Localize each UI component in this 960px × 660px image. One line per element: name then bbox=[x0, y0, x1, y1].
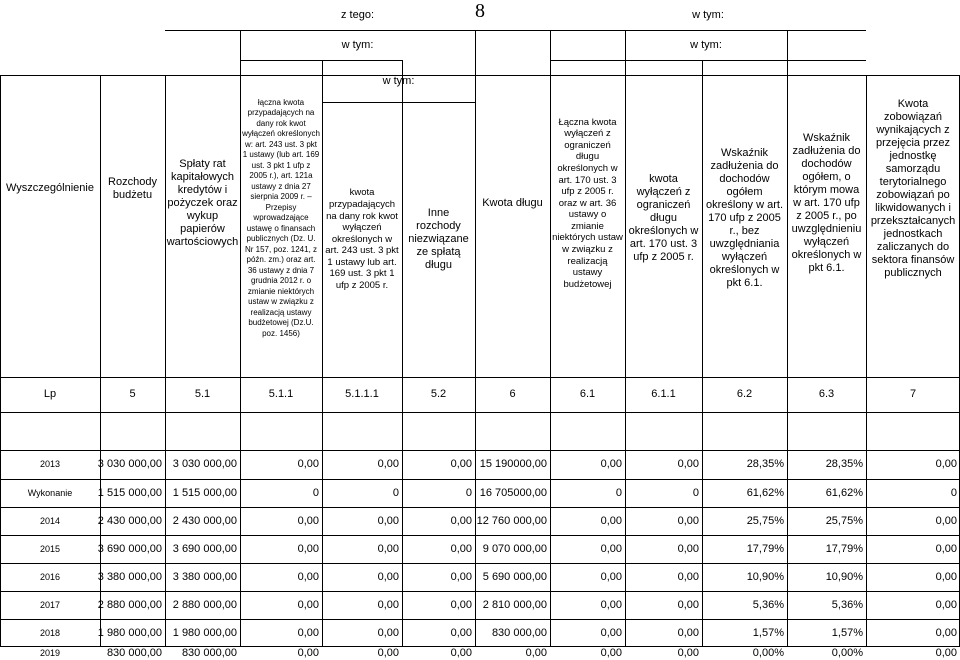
table-cell: 0,00 bbox=[935, 626, 957, 639]
table-cell: 0,00 bbox=[600, 458, 622, 470]
table-cell: 2 430 000,00 bbox=[97, 514, 162, 527]
table-cell: 0,00 bbox=[935, 598, 957, 611]
lp-cell: 6.1.1 bbox=[651, 388, 676, 400]
table-cell: 830 000,00 bbox=[106, 647, 162, 659]
column-header: Inne rozchody niezwiązane ze spłatą długu bbox=[408, 207, 469, 271]
table-cell: 0,00 bbox=[935, 542, 957, 555]
row-label: 2017 bbox=[39, 599, 61, 610]
column-header: Kwota długu bbox=[482, 197, 543, 209]
table-cell: 0,00 bbox=[677, 598, 699, 611]
table-cell: 0,00 bbox=[297, 542, 319, 555]
column-header: Wyszczególnienie bbox=[6, 182, 94, 194]
table-cell: 1 515 000,00 bbox=[97, 486, 162, 499]
lp-cell: 5.2 bbox=[430, 388, 447, 400]
header-w-tym: w tym: bbox=[341, 38, 374, 51]
lp-cell: Lp bbox=[43, 388, 57, 400]
table-cell: 3 030 000,00 bbox=[172, 458, 237, 470]
table-cell: 0,00 bbox=[450, 542, 472, 555]
table-cell: 0,00 bbox=[450, 647, 472, 659]
debt-forecast-table bbox=[0, 8, 960, 659]
table-cell: 830 000,00 bbox=[491, 626, 547, 639]
column-header: Spłaty rat kapitałowych kredytów i pożyczek oraz wykup papierów wartościowych bbox=[166, 158, 239, 248]
column-header: kwota wyłączeń z ograniczeń długu określonych w art. 170 ust. 3 ufp z 2005 r. bbox=[628, 173, 699, 263]
lp-cell: 6 bbox=[509, 388, 516, 400]
table-cell: 0,00% bbox=[831, 647, 863, 659]
table-cell: 2 430 000,00 bbox=[172, 514, 237, 527]
column-header: Wskaźnik zadłużenia do dochodów ogółem, o którym mowa w art. 170 ufp z 2005 r., po uwzględnieniu wyłączeń określonych w pkt 6.1. bbox=[791, 132, 862, 274]
table-cell: 0,00 bbox=[677, 514, 699, 527]
table-cell: 15 190000,00 bbox=[479, 458, 547, 470]
table-cell: 1 980 000,00 bbox=[97, 626, 162, 639]
table-cell: 10,90% bbox=[746, 570, 784, 583]
row-label: 2018 bbox=[39, 627, 61, 638]
header-w-tym: w tym: bbox=[692, 8, 724, 21]
table-cell: 0,00 bbox=[600, 570, 622, 583]
table-cell: 0,00 bbox=[677, 570, 699, 583]
lp-cell: 5 bbox=[129, 388, 136, 400]
table-cell: 0,00 bbox=[677, 626, 699, 639]
table-cell: 3 690 000,00 bbox=[172, 542, 237, 555]
table-cell: 0,00 bbox=[935, 514, 957, 527]
lp-cell: 6.1 bbox=[579, 388, 596, 400]
table-cell: 0,00 bbox=[377, 598, 399, 611]
table-cell: 0,00 bbox=[600, 514, 622, 527]
lp-cell: 5.1.1.1 bbox=[345, 388, 379, 400]
lp-cell: 5.1 bbox=[194, 388, 211, 400]
table-cell: 0,00 bbox=[377, 458, 399, 470]
table-cell: 0,00 bbox=[677, 647, 699, 659]
table-cell: 1,57% bbox=[752, 626, 784, 639]
table-cell: 0 bbox=[692, 486, 699, 499]
table-cell: 0,00 bbox=[297, 598, 319, 611]
row-label: 2019 bbox=[39, 648, 61, 658]
table-cell: 0,00 bbox=[935, 458, 957, 470]
table-cell: 28,35% bbox=[746, 458, 784, 470]
table-cell: 0,00 bbox=[677, 458, 699, 470]
page-number: 8 bbox=[475, 0, 485, 22]
table-cell: 1 980 000,00 bbox=[172, 626, 237, 639]
table-cell: 0,00 bbox=[450, 598, 472, 611]
table-cell: 0,00 bbox=[600, 626, 622, 639]
table-cell: 0,00 bbox=[297, 514, 319, 527]
table-cell: 0,00 bbox=[525, 647, 547, 659]
row-label: 2016 bbox=[39, 571, 61, 582]
table-cell: 5 690 000,00 bbox=[482, 570, 547, 583]
table-cell: 0,00 bbox=[677, 542, 699, 555]
column-header: Łączna kwota wyłączeń z ograniczeń długu określonych w art. 170 ust. 3 ufp z 2005 r. oraz w art. 36 ustawy o zmianie niektórych ustaw w związku z realizacją ustawy budżetowej bbox=[552, 116, 623, 290]
table-cell: 12 760 000,00 bbox=[476, 514, 547, 527]
table-cell: 0,00 bbox=[297, 458, 319, 470]
table-cell: 0,00 bbox=[450, 514, 472, 527]
table-cell: 3 030 000,00 bbox=[97, 458, 162, 470]
row-label: 2014 bbox=[39, 515, 61, 526]
table-cell: 0,00 bbox=[297, 626, 319, 639]
table-cell: 28,35% bbox=[825, 458, 863, 470]
table-cell: 0,00 bbox=[377, 542, 399, 555]
table-cell: 5,36% bbox=[831, 598, 863, 611]
table-cell: 0,00 bbox=[600, 647, 622, 659]
table-cell: 61,62% bbox=[825, 486, 863, 499]
lp-cell: 6.2 bbox=[736, 388, 753, 400]
table-cell: 0,00 bbox=[297, 647, 319, 659]
table-cell: 1,57% bbox=[831, 626, 863, 639]
table-cell: 0,00 bbox=[935, 647, 957, 659]
column-header: Rozchody budżetu bbox=[108, 175, 157, 201]
table-cell: 0 bbox=[312, 486, 319, 499]
table-cell: 0 bbox=[950, 486, 957, 499]
table-cell: 2 810 000,00 bbox=[482, 598, 547, 611]
table-cell: 16 705000,00 bbox=[479, 486, 547, 499]
table-cell: 2 880 000,00 bbox=[172, 598, 237, 611]
table-cell: 3 690 000,00 bbox=[97, 542, 162, 555]
table-cell: 0,00 bbox=[297, 570, 319, 583]
table-cell: 1 515 000,00 bbox=[172, 486, 237, 499]
table-cell: 25,75% bbox=[746, 514, 784, 527]
table-cell: 0,00 bbox=[450, 626, 472, 639]
table-cell: 0,00 bbox=[377, 514, 399, 527]
column-header: łączna kwota przypadających na dany rok kwot wyłączeń określonych w: art. 243 ust. 3 pkt 1 ustawy (lub art. 169 ust. 3 pkt 1 ufp z 2005 r.), art. 121a ustawy z dnia 27 sierpnia 2009 r. – Przepisy wprowadzające ustawę o finansach publicznych (Dz. U. Nr 157, poz. 1241, z późn. zm.) oraz art. 36 ustawy z dnia 7 grudnia 2012 r. o zmianie niektórych ustaw w związku z realizacją ustawy budżetowej (Dz.U. poz. 1456) bbox=[242, 97, 320, 338]
table-cell: 0 bbox=[392, 486, 399, 499]
row-label: 2013 bbox=[39, 459, 61, 469]
table-cell: 9 070 000,00 bbox=[482, 542, 547, 555]
row-label: 2015 bbox=[39, 543, 61, 554]
table-cell: 0 bbox=[615, 486, 622, 499]
lp-cell: 5.1.1 bbox=[268, 388, 294, 400]
table-cell: 0,00 bbox=[600, 542, 622, 555]
table-cell: 0,00 bbox=[377, 647, 399, 659]
lp-cell: 7 bbox=[909, 388, 917, 400]
header-w-tym: w tym: bbox=[690, 38, 722, 51]
table-cell: 10,90% bbox=[825, 570, 863, 583]
table-cell: 0 bbox=[465, 486, 472, 499]
table-cell: 2 880 000,00 bbox=[97, 598, 162, 611]
row-rule bbox=[0, 412, 960, 413]
row-label: Wykonanie bbox=[27, 487, 73, 498]
table-cell: 17,79% bbox=[746, 542, 784, 555]
header-w-tym: w tym: bbox=[382, 74, 415, 87]
table-cell: 25,75% bbox=[825, 514, 863, 527]
table-cell: 0,00 bbox=[935, 570, 957, 583]
table-cell: 3 380 000,00 bbox=[172, 570, 237, 583]
table-cell: 3 380 000,00 bbox=[97, 570, 162, 583]
table-cell: 0,00 bbox=[450, 570, 472, 583]
table-cell: 830 000,00 bbox=[181, 647, 237, 659]
header-z-tego: z tego: bbox=[340, 8, 375, 21]
column-header: Kwota zobowiązań wynikających z przejęcia przez jednostkę samorządu terytorialnego zobowiązań po likwidowanych i przekształcanych jednostkach zaliczanych do sektora finansów publicznych bbox=[870, 97, 956, 279]
table-cell: 0,00 bbox=[450, 458, 472, 470]
table-cell: 0,00 bbox=[377, 626, 399, 639]
table-cell: 0,00 bbox=[377, 570, 399, 583]
table-cell: 61,62% bbox=[746, 486, 784, 499]
lp-cell: 6.3 bbox=[818, 388, 835, 400]
table-cell: 0,00% bbox=[752, 647, 784, 659]
column-header: Wskaźnik zadłużenia do dochodów ogółem określony w art. 170 ufp z 2005 r., bez uwzględniania wyłączeń określonych w pkt 6.1. bbox=[705, 147, 784, 289]
column-header: kwota przypadających na dany rok kwot wyłączeń określonych w art. 243 ust. 3 pkt 1 ustawy lub art. 169 ust. 3 pkt 1 ufp z 2005 r. bbox=[325, 187, 399, 292]
table-cell: 17,79% bbox=[825, 542, 863, 555]
table-cell: 5,36% bbox=[752, 598, 784, 611]
table-cell: 0,00 bbox=[600, 598, 622, 611]
